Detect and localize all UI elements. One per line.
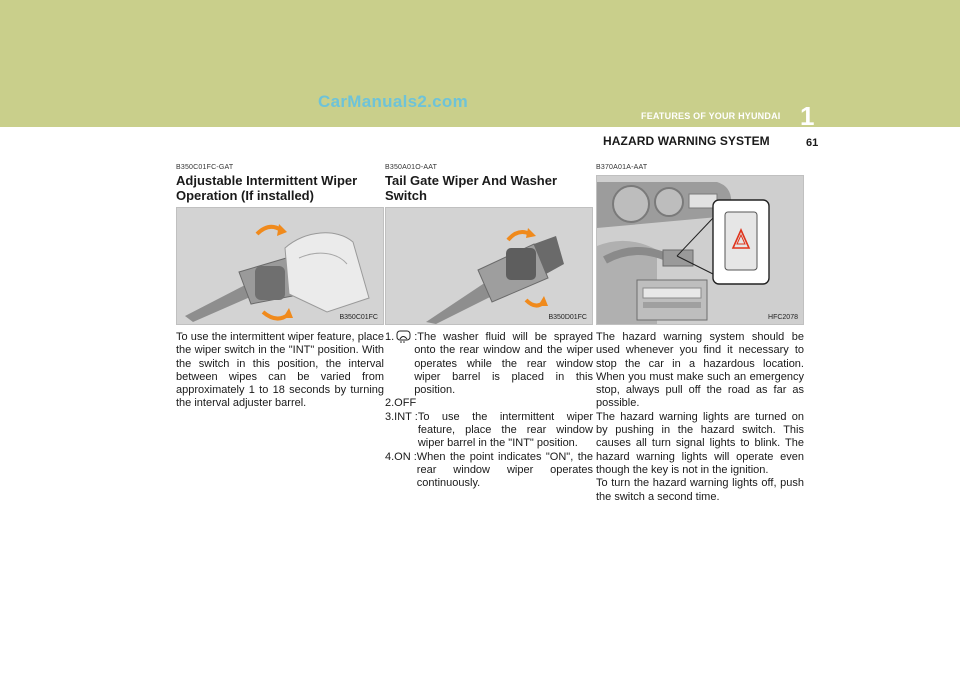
section-code: B370A01A-AAT: [596, 164, 648, 171]
wiper-lever-illustration: [177, 208, 383, 324]
column-intermittent-wiper: [176, 164, 384, 411]
body-text: The hazard warning system should be used whenever you find it necessary to stop the car in a hazardous location. When you must make such an emergency stop, always pull off the road as far as possible. The hazard warning lights are turned on by pushing in the hazard switch. This causes all turn signal lights to blink. The hazard warning lights will operate even though the key is not in the ignition. To turn the hazard warning lights off, push the switch a second time.: [596, 331, 804, 503]
chapter-number: 1: [800, 101, 815, 131]
tailgate-switch-figure: [385, 207, 593, 325]
body-text: To use the intermittent wiper feature, place the wiper switch in the "INT" position. With the switch in this position, the interval between wipes can be varied from approximately 1 to 18 seconds by turning the interval adjuster barrel.: [176, 331, 384, 410]
section-heading: Adjustable Intermittent Wiper Operation (If installed): [176, 173, 358, 203]
section-code: B350C01FC-GAT: [176, 164, 234, 171]
list-item: [385, 411, 593, 451]
column-tailgate-wiper: [385, 164, 593, 491]
list-number: 2.OFF: [385, 397, 417, 410]
list-number: 3.INT :: [385, 410, 418, 423]
chapter-title: FEATURES OF YOUR HYUNDAI: [641, 111, 781, 121]
section-code: B350A01O-AAT: [385, 164, 438, 171]
hazard-dashboard-figure: [596, 175, 804, 325]
site-logo[interactable]: CarManuals2.com: [318, 92, 468, 111]
washer-icon: [396, 329, 412, 343]
list-text: :The washer fluid will be sprayed onto the rear window and the wiper operates while the rear window wiper barrel is placed in this position.: [414, 331, 593, 397]
tailgate-wiper-list: [385, 331, 593, 491]
section-heading: Tail Gate Wiper And Washer Switch: [385, 173, 558, 203]
list-item: [385, 451, 593, 491]
dashboard-illustration: [597, 176, 803, 324]
list-item: [385, 331, 593, 397]
wiper-switch-figure: [176, 207, 384, 325]
tailgate-lever-illustration: [386, 208, 592, 324]
list-text: To use the intermittent wiper feature, place the rear window wiper barrel in the "INT" position.: [417, 410, 593, 450]
list-item: [385, 397, 593, 410]
list-number: 1.: [385, 331, 414, 397]
figure-label: B350D01FC: [548, 314, 587, 321]
column-hazard-warning: [596, 164, 804, 504]
list-text: When the point indicates "ON", the rear window wiper operates continuously.: [416, 450, 593, 490]
header-band: [0, 0, 960, 131]
list-number: 4.ON :: [385, 450, 417, 463]
page-number: 61: [806, 137, 819, 149]
figure-label: B350C01FC: [339, 314, 378, 321]
figure-label: HFC2078: [768, 314, 798, 321]
section-title: HAZARD WARNING SYSTEM: [603, 134, 770, 148]
